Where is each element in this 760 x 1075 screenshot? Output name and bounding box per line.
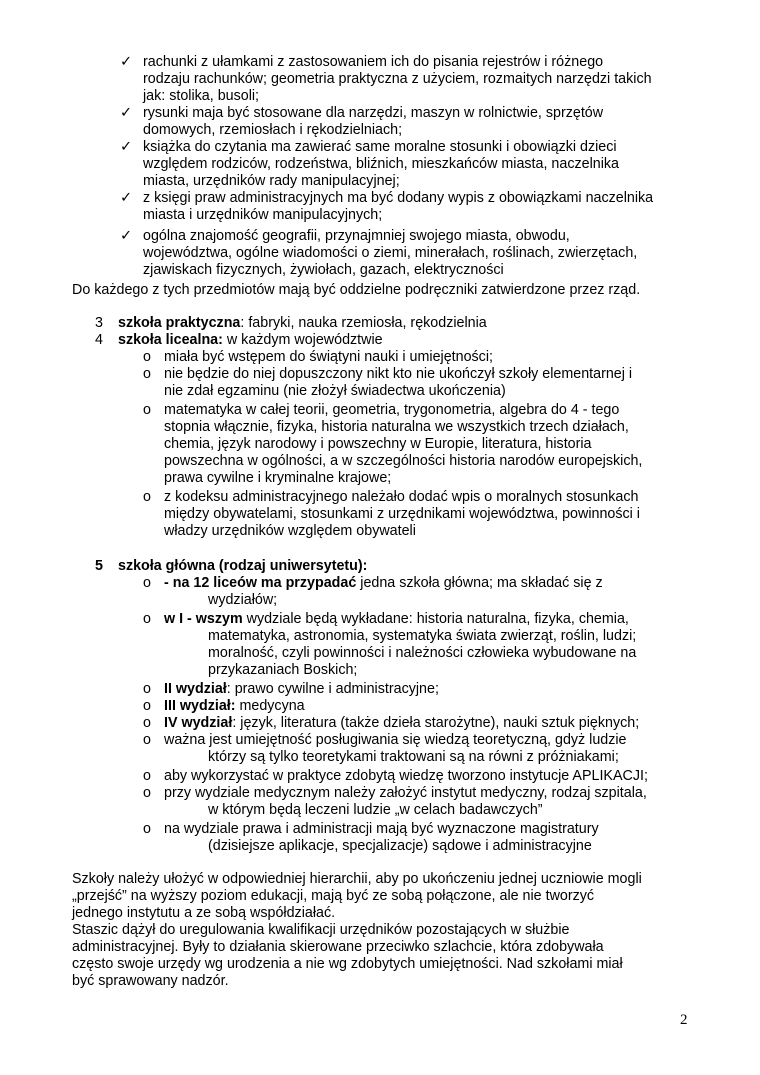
bullet-icon: o	[143, 402, 151, 418]
list-item-cont: którzy są tylko teoretykami traktowani są na równi z próżniakami;	[208, 749, 619, 765]
list-item: z kodeksu administracyjnego należało dodać wpis o moralnych stosunkach	[164, 489, 639, 505]
list-item: ważna jest umiejętność posługiwania się wiedzą teoretyczną, gdyż ludzie	[164, 732, 627, 748]
list-item-cont: rodzaju rachunków; geometria praktyczna z użyciem, rozmaitych narzędzi takich	[143, 71, 652, 87]
bullet-icon: o	[143, 575, 151, 591]
item-text: wydziale będą wykładane: historia naturalna, fizyka, chemia,	[242, 611, 629, 627]
school-3-heading	[118, 315, 487, 332]
list-item: z księgi praw administracyjnych ma być dodany wypis z obowiązkami naczelnika	[143, 190, 654, 206]
check-icon: ✓	[120, 54, 132, 70]
school-3-title: szkoła praktyczna	[118, 315, 241, 331]
list-item: nie będzie do niej dopuszczony nikt kto nie ukończył szkoły elementarnej i	[164, 366, 633, 382]
check-icon: ✓	[120, 139, 132, 155]
list-item: miała być wstępem do świątyni nauki i umiejętności;	[164, 349, 493, 365]
list-item	[164, 611, 629, 628]
list-item-cont: matematyka, astronomia, systematyka świata zwierząt, roślin, ludzi;	[208, 628, 637, 644]
bullet-icon: o	[143, 821, 151, 837]
bullet-icon: o	[143, 611, 151, 627]
list-item	[164, 715, 639, 732]
bullet-icon: o	[143, 698, 151, 714]
item-lead: IV wydział	[164, 715, 233, 731]
check-icon: ✓	[120, 105, 132, 121]
bullet-icon: o	[143, 349, 151, 365]
school-4-heading	[118, 332, 383, 349]
school-3-desc: : fabryki, nauka rzemiosła, rękodzielnia	[240, 315, 487, 331]
closing-line: być sprawowany nadzór.	[72, 973, 229, 989]
list-item: książka do czytania ma zawierać same moralne stosunki i obowiązki dzieci	[143, 139, 617, 155]
list-item-cont: władzy urzędników względem obywateli	[164, 523, 416, 539]
item-lead: - na 12 liceów ma przypadać	[164, 575, 357, 591]
closing-line: „przejść” na wyższy poziom edukacji, mają być ze sobą połączone, ale nie tworzyć	[72, 888, 595, 904]
list-item: aby wykorzystać w praktyce zdobytą wiedzę tworzono instytucje APLIKACJI;	[164, 768, 648, 784]
list-item-cont: domowych, rzemiosłach i rękodzielniach;	[143, 122, 403, 138]
list-item-cont: moralność, czyli powinności i należności człowieka wybudowane na	[208, 645, 637, 661]
list-item-cont: nie zdał egzaminu (nie złożył świadectwa ukończenia)	[164, 383, 506, 399]
closing-line: administracyjnej. Były to działania skierowane przeciwko szlachcie, która zdobywała	[72, 939, 604, 955]
list-item: ogólna znajomość geografii, przynajmniej swojego miasta, obwodu,	[143, 228, 570, 244]
item-text: : język, literatura (także dzieła starożytne), nauki sztuk pięknych;	[232, 715, 640, 731]
list-item-cont: miasta, urzędników rady manipulacyjnej;	[143, 173, 400, 189]
list-item	[164, 698, 305, 715]
list-item-cont: chemia, język narodowy i powszechny w Europie, literatura, historia	[164, 436, 592, 452]
list-item: rachunki z ułamkami z zastosowaniem ich do pisania rejestrów i różnego	[143, 54, 604, 70]
list-item-cont: prawa cywilne i kryminalne krajowe;	[164, 470, 392, 486]
bullet-icon: o	[143, 768, 151, 784]
list-item-cont: między obywatelami, stosunkami z urzędnikami województwa, powinności i	[164, 506, 640, 522]
item-lead: II wydział	[164, 681, 227, 697]
item-text: medycyna	[235, 698, 305, 714]
list-item-cont: względem rodziców, rodzeństwa, bliźnich, mieszkańców miasta, naczelnika	[143, 156, 619, 172]
list-item-cont: miasta i urzędników manipulacyjnych;	[143, 207, 383, 223]
school-5-number: 5	[95, 558, 103, 574]
closing-line: Szkoły należy ułożyć w odpowiedniej hierarchii, aby po ukończeniu jednej uczniowie mogli	[72, 871, 642, 887]
closing-line: jednego instytutu a ze sobą współdziałać.	[72, 905, 336, 921]
list-item: na wydziale prawa i administracji mają być wyznaczone magistratury	[164, 821, 599, 837]
bullet-icon: o	[143, 715, 151, 731]
bullet-icon: o	[143, 785, 151, 801]
item-text: jedna szkoła główna; ma składać się z	[356, 575, 603, 591]
bullet-icon: o	[143, 366, 151, 382]
list-item: rysunki maja być stosowane dla narzędzi, maszyn w rolnictwie, sprzętów	[143, 105, 604, 121]
item-text: : prawo cywilne i administracyjne;	[226, 681, 439, 697]
list-item-cont: województwa, ogólne wiadomości o ziemi, minerałach, roślinach, zwierzętach,	[143, 245, 638, 261]
bullet-icon: o	[143, 489, 151, 505]
list-item: przy wydziale medycznym należy założyć instytut medyczny, rodzaj szpitala,	[164, 785, 647, 801]
list-item	[164, 575, 603, 592]
section-footer: Do każdego z tych przedmiotów mają być oddzielne podręczniki zatwierdzone przez rząd.	[72, 282, 641, 298]
list-item-cont: w którym będą leczeni ludzie „w celach badawczych”	[208, 802, 543, 818]
item-lead: w I - wszym	[164, 611, 243, 627]
list-item: matematyka w całej teorii, geometria, trygonometria, algebra do 4 - tego	[164, 402, 620, 418]
list-item-cont: (dzisiejsze aplikacje, specjalizacje) sądowe i administracyjne	[208, 838, 592, 854]
list-item-cont: zjawiskach fizycznych, żywiołach, gazach, elektryczności	[143, 262, 504, 278]
list-item-cont: wydziałów;	[208, 592, 278, 608]
page-number: 2	[680, 1012, 688, 1028]
list-item-cont: powszechna w ogólności, a w szczególności historia narodów europejskich,	[164, 453, 643, 469]
check-icon: ✓	[120, 228, 132, 244]
school-3-number: 3	[95, 315, 103, 331]
list-item-cont: przykazaniach Boskich;	[208, 662, 358, 678]
check-icon: ✓	[120, 190, 132, 206]
item-lead: III wydział:	[164, 698, 236, 714]
bullet-icon: o	[143, 681, 151, 697]
school-5-title: szkoła główna (rodzaj uniwersytetu):	[118, 558, 368, 574]
closing-line: Staszic dążył do uregulowania kwalifikacji urzędników pozostających w służbie	[72, 922, 570, 938]
school-4-desc: w każdym województwie	[222, 332, 383, 348]
list-item-cont: stopnia włącznie, fizyka, historia naturalna we wszystkich trzech działach,	[164, 419, 629, 435]
school-4-title: szkoła licealna:	[118, 332, 223, 348]
closing-line: często swoje urzędy wg urodzenia a nie wg zdobytych umiejętności. Nad szkołami miał	[72, 956, 623, 972]
school-4-number: 4	[95, 332, 103, 348]
list-item-cont: jak: stolika, busoli;	[143, 88, 260, 104]
bullet-icon: o	[143, 732, 151, 748]
list-item	[164, 681, 439, 698]
